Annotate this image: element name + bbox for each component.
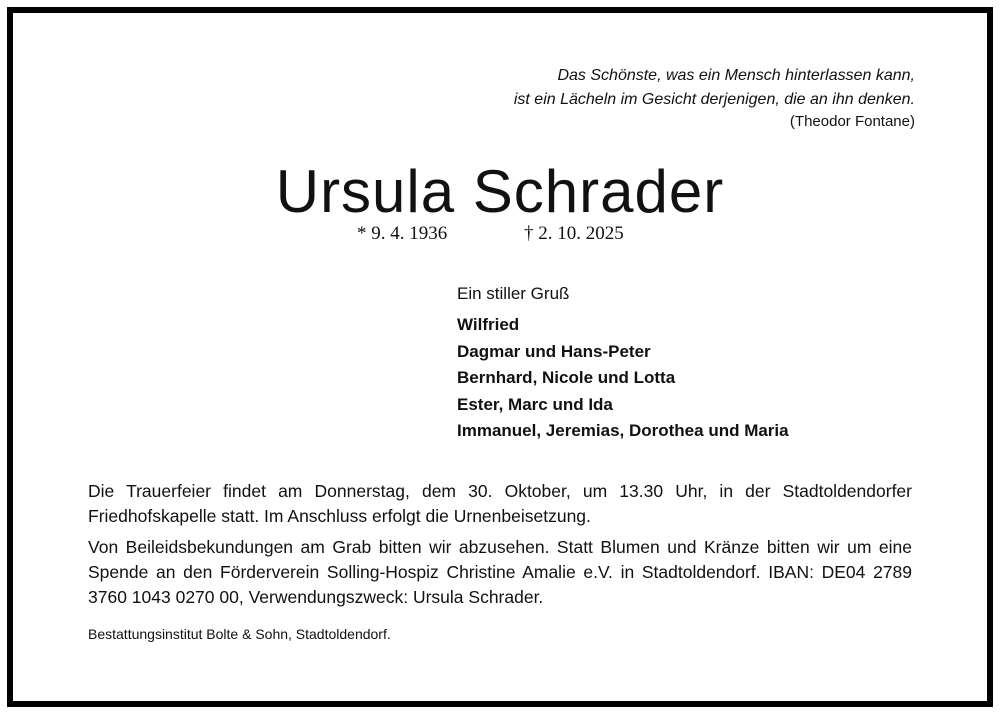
fontane-quote xyxy=(514,64,915,132)
mourner-entry: Bernhard, Nicole und Lotta xyxy=(457,368,676,387)
birth-date: * 9. 4. 1936 xyxy=(357,223,448,244)
funeral-home-credit: Bestattungsinstitut Bolte & Sohn, Stadtoldendorf. xyxy=(88,626,391,642)
quote-line-2: ist ein Lächeln im Gesicht derjenigen, die an ihn denken. xyxy=(513,91,915,108)
quote-line-1: Das Schönste, was ein Mensch hinterlassen kann, xyxy=(557,67,915,84)
deceased-name: Ursula Schrader xyxy=(275,158,725,225)
mourner-entry: Dagmar und Hans-Peter xyxy=(457,341,651,361)
mourner-entry: Immanuel, Jeremias, Dorothea und Maria xyxy=(457,421,789,440)
mourner-entry: Ester, Marc und Ida xyxy=(457,394,613,414)
mourners-list xyxy=(457,312,789,445)
service-paragraph: Die Trauerfeier findet am Donnerstag, dem 30. Oktober, um 13.30 Uhr, in der Stadtoldendorfer Friedhofskapelle statt. Im Anschluss erfolgt die Urnenbeisetzung. xyxy=(88,481,912,526)
quote-author: (Theodor Fontane) xyxy=(789,113,915,130)
life-dates xyxy=(357,222,624,246)
death-date: † 2. 10. 2025 xyxy=(524,223,624,244)
greeting-line: Ein stiller Gruß xyxy=(457,284,570,303)
donation-paragraph: Von Beileidsbekundungen am Grab bitten wir abzusehen. Statt Blumen und Kränze bitten wir um eine Spende an den Förderverein Solling-Hospiz Christine Amalie e.V. in Stadtoldendorf. IBAN: DE04 2789 3760 1043 0270 00, Verwendungszweck: Ursula Schrader. xyxy=(88,537,912,607)
mourner-entry: Wilfried xyxy=(457,315,520,334)
funeral-details xyxy=(88,479,912,616)
